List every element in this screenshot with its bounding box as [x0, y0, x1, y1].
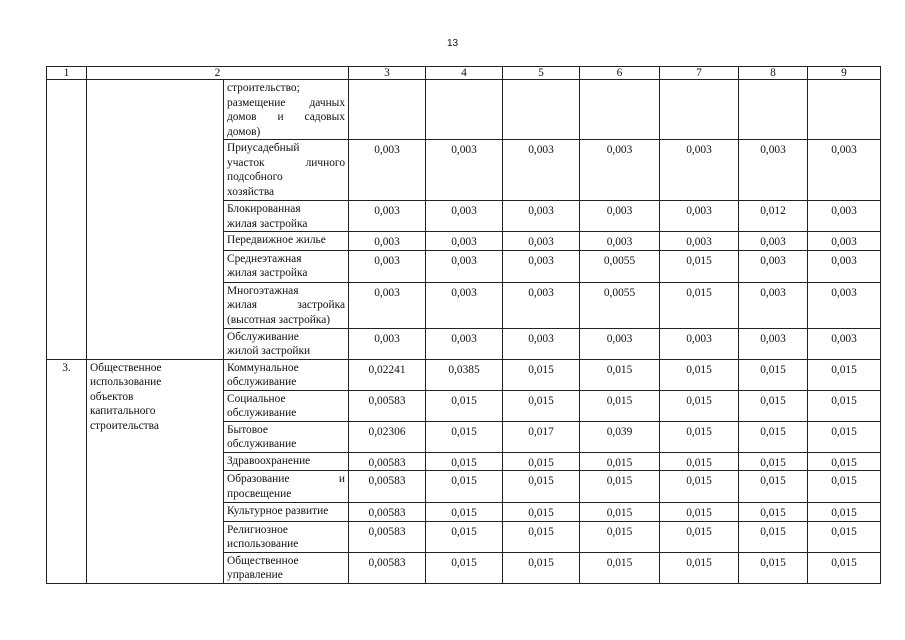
use-type-line: обслуживание: [227, 407, 297, 419]
use-type-name: [224, 421, 349, 452]
coefficient-cell: 0,003: [660, 328, 739, 359]
coefficient-cell: 0,015: [739, 552, 808, 583]
use-type-line: жилая застройка: [227, 267, 308, 279]
empty-cell: [503, 80, 580, 140]
coefficient-cell: 0,003: [739, 250, 808, 282]
coefficient-cell: 0,017: [503, 421, 580, 452]
coefficient-cell: 0,003: [660, 201, 739, 232]
column-number: 6: [580, 67, 660, 80]
coefficient-cell: 0,0055: [580, 282, 660, 328]
coefficient-cell: 0,015: [503, 503, 580, 522]
coefficient-cell: 0,003: [808, 282, 881, 328]
use-type-line: Коммунальное: [227, 361, 299, 374]
use-type-line: использование: [227, 538, 299, 550]
coefficient-cell: 0,015: [808, 452, 881, 471]
coefficient-cell: 0,015: [426, 390, 503, 421]
coefficient-cell: 0,003: [426, 282, 503, 328]
coefficient-cell: 0,015: [580, 503, 660, 522]
coefficient-cell: 0,003: [426, 250, 503, 282]
use-type-name: [224, 328, 349, 359]
use-type-name: [224, 282, 349, 328]
coefficient-cell: 0,003: [503, 328, 580, 359]
coefficient-cell: 0,003: [503, 232, 580, 251]
use-type-line: домов и садовых: [227, 111, 346, 123]
use-type-line: обслуживание: [227, 438, 297, 450]
coefficient-cell: 0,015: [503, 452, 580, 471]
coefficient-cell: 0,015: [580, 359, 660, 390]
column-number: 7: [660, 67, 739, 80]
coefficient-cell: 0,02306: [349, 421, 426, 452]
group-title-line: использование: [90, 376, 162, 388]
use-type-name: [224, 140, 349, 201]
coefficient-cell: 0,015: [739, 452, 808, 471]
coefficient-cell: 0,015: [660, 521, 739, 552]
use-type-name: [224, 452, 349, 471]
empty-cell: [739, 80, 808, 140]
coefficient-cell: 0,00583: [349, 452, 426, 471]
use-type-line: хозяйства: [227, 185, 275, 198]
coefficient-cell: 0,003: [426, 140, 503, 201]
coefficient-cell: 0,003: [808, 328, 881, 359]
coefficient-cell: 0,003: [808, 140, 881, 201]
page-number: 13: [446, 38, 459, 49]
coefficient-cell: 0,015: [426, 521, 503, 552]
coefficient-cell: 0,003: [808, 232, 881, 251]
coefficient-cell: 0,012: [739, 201, 808, 232]
table-body: [47, 67, 881, 584]
coefficient-cell: 0,003: [426, 232, 503, 251]
use-type-line: Культурное развитие: [227, 505, 329, 517]
column-number: 1: [47, 67, 87, 80]
coefficient-cell: 0,003: [580, 201, 660, 232]
use-type-line: подсобного: [227, 171, 283, 183]
coefficient-cell: 0,015: [808, 521, 881, 552]
use-type-line: Бытовое: [227, 423, 268, 436]
use-type-line: Религиозное: [227, 523, 288, 536]
coefficient-cell: 0,003: [739, 282, 808, 328]
empty-cell: [426, 80, 503, 140]
coefficient-cell: 0,015: [660, 421, 739, 452]
group-title-line: капитального: [90, 405, 156, 417]
coefficient-cell: 0,003: [426, 328, 503, 359]
coefficient-cell: 0,015: [808, 421, 881, 452]
coefficient-cell: 0,015: [660, 390, 739, 421]
empty-cell: [580, 80, 660, 140]
coefficient-cell: 0,015: [808, 359, 881, 390]
coefficient-cell: 0,015: [739, 390, 808, 421]
coefficient-cell: 0,003: [349, 328, 426, 359]
coefficient-cell: 0,003: [349, 250, 426, 282]
use-type-name: [224, 503, 349, 522]
use-type-name: [224, 552, 349, 583]
coefficient-cell: 0,015: [580, 390, 660, 421]
coefficient-cell: 0,015: [580, 521, 660, 552]
use-type-name: [224, 250, 349, 282]
coefficient-cell: 0,015: [503, 521, 580, 552]
use-type-line: жилой застройки: [227, 345, 311, 357]
group-title-line: Общественное: [90, 361, 162, 374]
coefficient-cell: 0,015: [580, 552, 660, 583]
use-type-name: [224, 232, 349, 251]
table-row: [47, 359, 881, 390]
coefficient-cell: 0,003: [808, 201, 881, 232]
coefficient-cell: 0,003: [503, 282, 580, 328]
coefficient-cell: 0,003: [660, 232, 739, 251]
group-title-line: объектов: [90, 390, 134, 403]
coefficient-cell: 0,00583: [349, 390, 426, 421]
use-type-line: Здравоохранение: [227, 454, 311, 467]
coefficient-cell: 0,003: [808, 250, 881, 282]
use-type-line: Среднеэтажная: [227, 252, 302, 265]
coefficient-cell: 0,003: [349, 232, 426, 251]
row-number-cell: 3.: [47, 359, 87, 583]
coefficient-cell: 0,003: [349, 282, 426, 328]
table-row: [47, 80, 881, 140]
coefficient-cell: 0,015: [660, 359, 739, 390]
coefficient-cell: 0,015: [739, 521, 808, 552]
coefficient-cell: 0,015: [503, 390, 580, 421]
group-title-cell: [87, 359, 224, 583]
coefficient-cell: 0,0385: [426, 359, 503, 390]
coefficient-cell: 0,015: [808, 503, 881, 522]
column-number: 8: [739, 67, 808, 80]
coefficient-cell: 0,015: [580, 452, 660, 471]
use-type-line: строительство;: [227, 82, 300, 94]
use-type-line: участок личного: [227, 156, 346, 169]
empty-cell: [349, 80, 426, 140]
empty-cell: [808, 80, 881, 140]
coefficient-cell: 0,015: [660, 552, 739, 583]
coefficient-cell: 0,015: [808, 552, 881, 583]
column-number: 2: [87, 67, 349, 80]
row-number-cell: [47, 80, 87, 360]
use-type-line: Блокированная: [227, 203, 301, 215]
use-type-line: Передвижное жилье: [227, 234, 326, 246]
coefficient-cell: 0,003: [503, 140, 580, 201]
use-type-line: размещение дачных: [227, 96, 346, 109]
empty-cell: [660, 80, 739, 140]
coefficient-cell: 0,015: [739, 503, 808, 522]
use-type-line: жилая застройка: [227, 217, 308, 230]
coefficient-cell: 0,003: [503, 201, 580, 232]
coefficient-cell: 0,015: [660, 471, 739, 503]
coefficient-cell: 0,003: [580, 232, 660, 251]
coefficient-cell: 0,015: [580, 471, 660, 503]
header-row: [47, 67, 881, 80]
coefficient-cell: 0,015: [660, 282, 739, 328]
coefficient-cell: 0,015: [739, 421, 808, 452]
group-title-line: строительства: [90, 419, 159, 432]
coefficient-cell: 0,00583: [349, 521, 426, 552]
use-type-name: [224, 471, 349, 503]
column-number: 4: [426, 67, 503, 80]
coefficient-cell: 0,00583: [349, 552, 426, 583]
coefficient-cell: 0,00583: [349, 471, 426, 503]
use-type-name: [224, 80, 349, 140]
coefficient-cell: 0,003: [739, 232, 808, 251]
coefficient-cell: 0,015: [503, 359, 580, 390]
coefficient-cell: 0,003: [739, 140, 808, 201]
use-type-line: управление: [227, 569, 283, 581]
coefficient-cell: 0,015: [426, 552, 503, 583]
coefficient-cell: 0,039: [580, 421, 660, 452]
coefficient-cell: 0,015: [808, 390, 881, 421]
use-type-name: [224, 359, 349, 390]
use-type-name: [224, 201, 349, 232]
coefficient-cell: 0,003: [580, 328, 660, 359]
use-type-line: Обслуживание: [227, 330, 299, 343]
coefficient-cell: 0,015: [426, 503, 503, 522]
use-type-line: обслуживание: [227, 376, 297, 388]
coefficient-cell: 0,015: [426, 471, 503, 503]
group-title-cell: [87, 80, 224, 360]
coefficient-cell: 0,015: [426, 452, 503, 471]
coefficient-cell: 0,02241: [349, 359, 426, 390]
coefficient-cell: 0,00583: [349, 503, 426, 522]
use-type-line: жилая застройка: [227, 299, 346, 311]
coefficient-cell: 0,003: [660, 140, 739, 201]
coefficient-cell: 0,003: [580, 140, 660, 201]
coefficient-cell: 0,003: [349, 201, 426, 232]
use-type-line: Социальное: [227, 392, 286, 405]
coefficient-cell: 0,015: [739, 359, 808, 390]
use-type-line: просвещение: [227, 487, 292, 500]
coefficient-cell: 0,0055: [580, 250, 660, 282]
coefficient-cell: 0,003: [739, 328, 808, 359]
use-type-line: Многоэтажная: [227, 284, 299, 297]
coefficient-cell: 0,015: [426, 421, 503, 452]
use-type-name: [224, 390, 349, 421]
use-type-line: Общественное: [227, 554, 299, 567]
coefficient-cell: 0,015: [503, 552, 580, 583]
coefficient-cell: 0,003: [349, 140, 426, 201]
use-type-line: (высотная застройка): [227, 313, 331, 326]
coefficient-cell: 0,003: [426, 201, 503, 232]
use-type-name: [224, 521, 349, 552]
coefficient-cell: 0,003: [503, 250, 580, 282]
column-number: 3: [349, 67, 426, 80]
coefficient-cell: 0,015: [739, 471, 808, 503]
coefficient-cell: 0,015: [660, 250, 739, 282]
coefficient-cell: 0,015: [503, 471, 580, 503]
use-type-line: Образование и: [227, 473, 346, 485]
coefficient-cell: 0,015: [808, 471, 881, 503]
use-type-line: Приусадебный: [227, 142, 300, 154]
column-number: 9: [808, 67, 881, 80]
use-type-line: домов): [227, 125, 261, 138]
coefficient-cell: 0,015: [660, 452, 739, 471]
zoning-coefficients-table: [46, 66, 881, 584]
column-number: 5: [503, 67, 580, 80]
coefficient-cell: 0,015: [660, 503, 739, 522]
